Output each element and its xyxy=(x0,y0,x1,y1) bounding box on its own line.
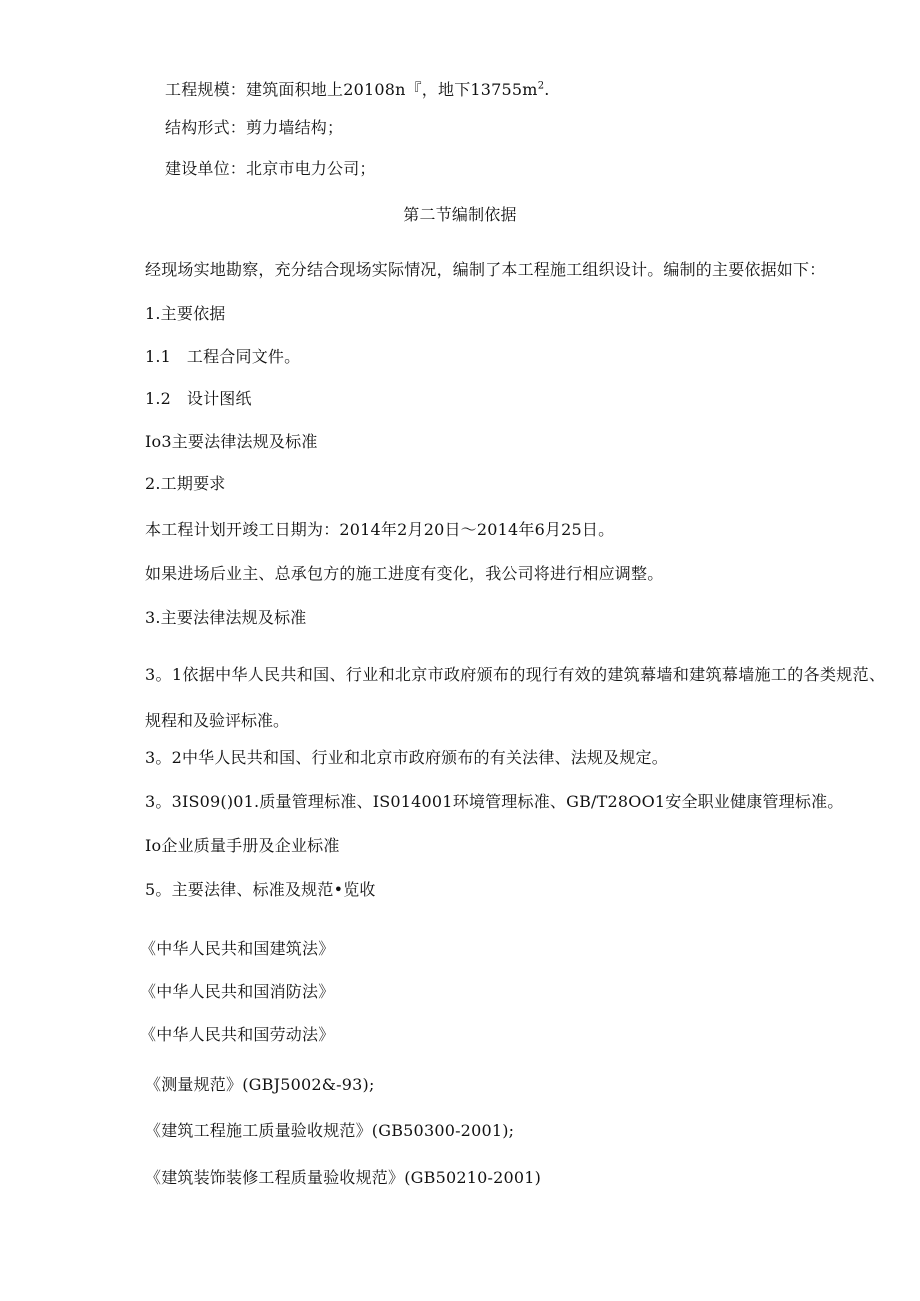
law-labor: 《中华人民共和国劳动法》 xyxy=(140,1025,335,1044)
item-3-1-paragraph: 3。1依据中华人民共和国、行业和北京市政府颁布的现行有效的建筑幕墙和建筑幕墙施工的各类规范、规程和及验评标准。 xyxy=(145,665,885,730)
standard-construction-quality: 《建筑工程施工质量验收规范》(GB50300-2001); xyxy=(145,1121,515,1140)
project-scale-line xyxy=(165,80,550,100)
item-1-1: 1.1 工程合同文件。 xyxy=(145,347,301,366)
schedule-line: 本工程计划开竣工日期为：2014年2月20日～2014年6月25日。 xyxy=(145,520,615,539)
law-fire-protection: 《中华人民共和国消防法》 xyxy=(140,982,335,1001)
item-1-2: 1.2 设计图纸 xyxy=(145,389,252,408)
item-3-3: 3。3IS09()01.质量管理标准、IS014001环境管理标准、GB/T28OO1安全职业健康管理标准。 xyxy=(145,792,844,811)
standard-surveying: 《测量规范》(GBJ5002&-93); xyxy=(145,1075,375,1094)
item-3-heading: 3.主要法律法规及标准 xyxy=(145,608,307,627)
item-5-heading: 5。主要法律、标准及规范•览收 xyxy=(145,880,376,899)
section-title: 第二节编制依据 xyxy=(403,205,517,224)
adjustment-line: 如果进场后业主、总承包方的施工进度有变化，我公司将进行相应调整。 xyxy=(145,564,664,583)
item-4-heading: Io企业质量手册及企业标准 xyxy=(145,836,340,855)
item-1-heading: 1.主要依据 xyxy=(145,304,226,323)
project-scale-period: . xyxy=(544,80,550,99)
intro-paragraph: 经现场实地勘察，充分结合现场实际情况，编制了本工程施工组织设计。编制的主要依据如下： xyxy=(145,260,826,279)
structure-form-line: 结构形式：剪力墙结构； xyxy=(165,118,344,137)
law-construction: 《中华人民共和国建筑法》 xyxy=(140,939,335,958)
project-scale-text: 工程规模：建筑面积地上20108n『，地下13755m xyxy=(165,80,538,99)
project-scale-superscript: 2 xyxy=(537,80,545,92)
item-3-2: 3。2中华人民共和国、行业和北京市政府颁布的有关法律、法规及规定。 xyxy=(145,748,668,767)
item-2-heading: 2.工期要求 xyxy=(145,474,226,493)
standard-decoration-quality: 《建筑装饰装修工程质量验收规范》(GB50210-2001) xyxy=(145,1168,542,1187)
owner-line: 建设单位：北京市电力公司； xyxy=(165,159,376,178)
item-1-3: Io3主要法律法规及标准 xyxy=(145,432,318,451)
